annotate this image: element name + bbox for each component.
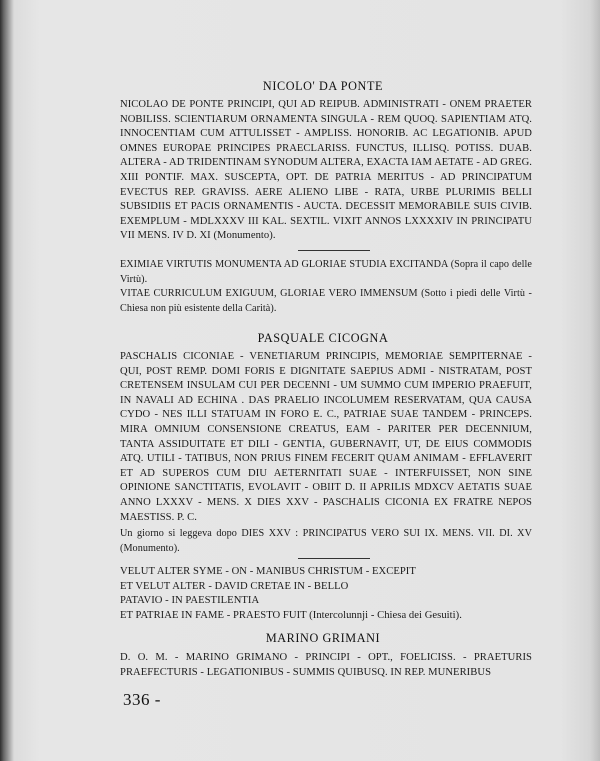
verse-line: VELUT ALTER SYME - ON - MANIBUS CHRISTUM - EXCEPIT: [120, 566, 416, 577]
inscription-marino: D. O. M. - MARINO GRIMANO - PRINCIPI - OPT., FOELICISS. - PRAETURIS PRAEFECTURIS - LEGATIONIBUS - SUMMIS QUIBUSQ. IN REP. MUNERIBUS: [120, 652, 532, 678]
inscription-pasquale: PASCHALIS CICONIAE - VENETIARUM PRINCIPIS, MEMORIAE SEMPITERNAE - QUI, POST REMP. DOMI FORIS E DIGNITATE SAEPIUS ADMI - NISTRATAM, POST CRETENSEM INSULAM CUI PER DECENNI - UM SUMMO CUM IMPERIO PRAEFUIT, IN NAVALI AD ECHINA . DAS PRAELIO INCOLUMEM RESERVATAM, QUA CAUSA CYDO - NES ILLI STATUAM IN FORO E. C., PATRIAE SUAE TANDEM - PRINCEPS. MIRA OMNIUM CONSENSIONE CREATUS, EAM - PARITER PER DECENNIUM, TANTA ASSIDUITATE ET DILI - GENTIA, GUBERNAVIT, UT, DE EIUS COMMODIS ATQ. UTILI - TATIBUS, NON PRIUS FINEM FECERIT QUAM ANIMAM - EFFLAVERIT ET AD SUPEROS CUM DIU AETERNITATI SUAE - INTERFUISSET, NON SINE OPINIONE SANCTITATIS, EVOLAVIT - OBIIT D. II APRILIS MDXCV AETATIS SUAE ANNO LXXXV - MENS. X DIES XXV - PASCHALIS CICONIA EX FRATRE NEPOS MAESTISS. P. C.: [120, 351, 532, 523]
verse-line: ET PATRIAE IN FAME - PRAESTO FUIT (Intercolunnji - Chiesa dei Gesuiti).: [120, 609, 462, 621]
section-title-marino: MARINO GRIMANI: [265, 631, 381, 645]
note-pasquale: Un giorno si leggeva dopo DIES XXV : PRINCIPATUS VERO SUI IX. MENS. VII. DI. XV (Monumento).: [120, 528, 532, 554]
section-divider: [298, 558, 370, 559]
section-title-nicolo: NICOLO' DA PONTE: [262, 79, 384, 93]
page-number: 336 -: [123, 690, 161, 709]
inscription-virtues-above: EXIMIAE VIRTUTIS MONUMENTA AD GLORIAE STUDIA EXCITANDA (Sopra il capo delle Virtù).: [120, 259, 532, 285]
inscription-nicolo: NICOLAO DE PONTE PRINCIPI, QUI AD REIPUB. ADMINISTRATI - ONEM PRAETER NOBILISS. SCIENTIARUM ORNAMENTA SINGULA - REM QUOQ. SAPIENTIAM ATQ. INNOCENTIAM CUM ATTULISSET - AMPLISS. HONORIB. AC LEGATIONIB. APUD OMNES EUROPAE PRINCIPES PRAECLARISS. FUNCTUS, ILLISQ. POTISS. DUAB. ALTERA - AD TRIDENTINAM SYNODUM ALTERA, EXACTA IAM AETATE - AD GREG. XIII PONTIF. MAX. SUSCEPTA, OPT. DE PATRIA MERITUS - AD PRINCIPATUM EVECTUS REP. GRAVISS. AERE ALIENO LIBE - RATA, URBE PLURIMIS BELLI SUBSIDIIS ET PACIS ORNAMENTIS - AUCTA. DECESSIT MEMORABILE SUIS CIVIB. EXEMPLUM - MDLXXXV III KAL. SEXTIL. VIXIT ANNOS LXXXXIV IN PRINCIPATU VII MENS. IV D. XI (Monumento).: [120, 99, 532, 242]
inscription-virtues-below: VITAE CURRICULUM EXIGUUM, GLORIAE VERO IMMENSUM (Sotto i piedi delle Virtù - Chiesa non più esistente della Carità).: [120, 288, 532, 314]
section-title-pasquale: PASQUALE CICOGNA: [257, 331, 389, 345]
verse-pasquale: [120, 565, 532, 623]
section-divider: [298, 250, 370, 251]
verse-line: PATAVIO - IN PAESTILENTIA: [120, 595, 260, 607]
verse-line: ET VELUT ALTER - DAVID CRETAE IN - BELLO: [120, 580, 349, 592]
